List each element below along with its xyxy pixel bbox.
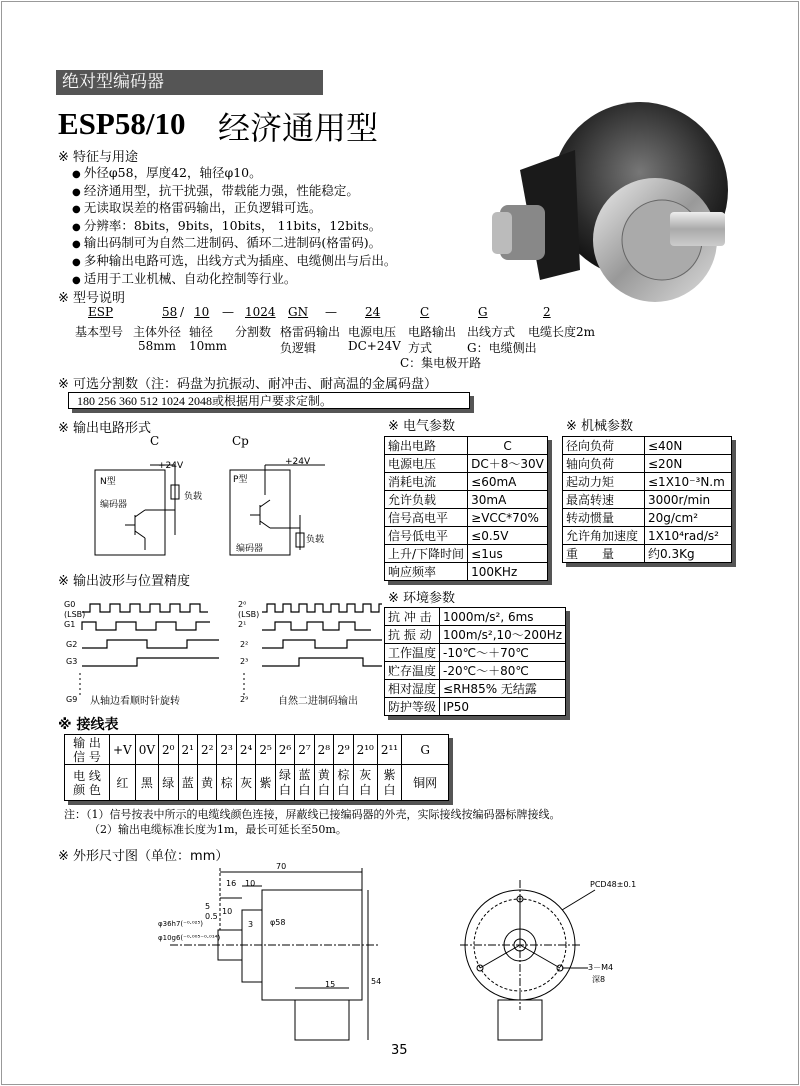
wiring-heading: ※ 接线表 <box>58 717 119 733</box>
table-cell: 2² <box>197 735 216 765</box>
table-row <box>385 608 566 626</box>
signal-label: G3 <box>66 657 78 666</box>
divisions-heading: ※ 可选分割数（注：码盘为抗振动、耐冲击、耐高温的金属码盘） <box>58 377 438 392</box>
dim-label: PCD48±0.1 <box>590 880 637 889</box>
table-cell: 2⁶ <box>275 735 294 765</box>
circuit-label-c: C <box>150 434 160 448</box>
encoder-photo <box>480 90 750 310</box>
table-cell: ≤20N <box>645 455 732 473</box>
table-cell: 绿 <box>159 765 178 801</box>
code-circuit: C <box>420 305 430 319</box>
table-row <box>385 698 566 716</box>
model-label: 格雷码输出 <box>280 325 341 339</box>
feature-item: ● 输出码制可为自然二进制码、循环二进制码(格雷码)。 <box>72 235 396 253</box>
dim-label: 10 <box>222 907 233 916</box>
feature-item: ● 多种输出电路可选，出线方式为插座、电缆侧出与后出。 <box>72 253 396 271</box>
signal-label: 2² <box>240 640 249 649</box>
table-cell: 30mA <box>468 491 548 509</box>
dim-label: 0.5 <box>205 912 218 921</box>
table-row <box>65 765 449 801</box>
table-cell: ≤60mA <box>468 473 548 491</box>
code-cable: 2 <box>543 305 551 319</box>
model-label: 电缆长度2m <box>528 325 596 339</box>
feature-item: ● 无读取误差的格雷码输出，正负逻辑可选。 <box>72 200 396 218</box>
dim-label: 54 <box>371 977 382 986</box>
model-label: 电源电压 <box>348 325 397 339</box>
model-title: ESP58/10 <box>58 106 186 141</box>
feature-item: ● 经济通用型，抗干扰强，带载能力强，性能稳定。 <box>72 183 396 201</box>
note-2: （2）输出电缆标准长度为1m，最长可延长至50m。 <box>89 823 347 836</box>
code-division: 1024 <box>245 305 276 319</box>
encoder-label: 编码器 <box>100 500 128 510</box>
table-cell: 2³ <box>217 735 236 765</box>
model-label: 负逻辑 <box>280 341 317 355</box>
signal-label: 2⁹ <box>240 695 249 704</box>
table-cell: 绿 白 <box>275 765 294 801</box>
model-label: 出线方式 <box>467 325 516 339</box>
electrical-heading: ※ 电气参数 <box>388 419 456 434</box>
text-line: (LSB) <box>238 610 260 619</box>
note-1: 注：（1）信号按表中所示的电缆线颜色连接，屏蔽线已接编码器的外壳，实际接线按编码器标牌接线。 <box>64 808 561 821</box>
table-cell: 黄 白 <box>314 765 333 801</box>
table-row <box>563 509 732 527</box>
table-cell: 上升/下降时间 <box>385 545 468 563</box>
code-esp: ESP <box>88 305 114 319</box>
table-cell: 信号高电平 <box>385 509 468 527</box>
table-cell: 起动力矩 <box>563 473 645 491</box>
table-cell: 黄 <box>197 765 216 801</box>
dim-label: 3 <box>248 920 254 929</box>
model-heading: ※ 型号说明 <box>58 291 126 306</box>
text-line: 2⁰ <box>238 600 247 609</box>
table-cell: 铜网 <box>402 765 449 801</box>
table-cell: 轴向负荷 <box>563 455 645 473</box>
table-row <box>385 545 548 563</box>
series-title: 经济通用型 <box>218 109 379 147</box>
dim-label: 3－M4 <box>588 963 614 972</box>
text-line: 2¹ <box>238 620 247 629</box>
table-cell: C <box>468 437 548 455</box>
table-cell: 约0.3Kg <box>645 545 732 563</box>
table-cell: 1000m/s², 6ms <box>440 608 566 626</box>
feature-item: ● 分辨率：8bits，9bits，10bits， 11bits，12bits。 <box>72 218 396 236</box>
code-dash: — <box>325 305 337 319</box>
waveform-left-signals <box>64 600 85 630</box>
table-cell: 径向负荷 <box>563 437 645 455</box>
table-row <box>385 509 548 527</box>
table-cell: 2⁹ <box>334 735 353 765</box>
dim-label: φ10g6(⁻⁰·⁰⁰⁵⁻⁰·⁰¹⁴) <box>158 934 221 942</box>
table-cell: ≤RH85% 无结露 <box>440 680 566 698</box>
environment-heading: ※ 环境参数 <box>388 591 456 606</box>
dimension-drawing <box>150 860 620 1050</box>
wiring-table <box>64 734 449 801</box>
dim-label: 5 <box>205 902 211 911</box>
table-cell: ≥VCC*70% <box>468 509 548 527</box>
table-row <box>563 473 732 491</box>
table-row <box>385 680 566 698</box>
table-row <box>563 527 732 545</box>
table-cell: 紫 白 <box>377 765 401 801</box>
code-dash: — <box>222 305 234 319</box>
signal-label: 2³ <box>240 657 249 666</box>
table-cell: 100m/s²,10～200Hz <box>440 626 566 644</box>
table-cell: -10℃～＋70℃ <box>440 644 566 662</box>
table-cell: 2¹⁰ <box>353 735 377 765</box>
table-cell: 最高转速 <box>563 491 645 509</box>
text-line: (LSB) <box>64 610 86 619</box>
table-cell: 2⁵ <box>256 735 275 765</box>
code-diameter: 58 <box>162 305 178 319</box>
table-cell: 允许负载 <box>385 491 468 509</box>
page-number: 35 <box>391 1043 408 1058</box>
dim-label: 深8 <box>592 975 606 984</box>
table-cell: 棕 白 <box>334 765 353 801</box>
table-cell: 允许角加速度 <box>563 527 645 545</box>
model-label: 10mm <box>189 339 228 353</box>
table-cell: 2¹ <box>178 735 197 765</box>
model-label: G：电缆侧出 <box>467 341 537 355</box>
table-row <box>385 626 566 644</box>
model-label: 分割数 <box>235 325 272 339</box>
table-row <box>385 527 548 545</box>
dimensions-heading: ※ 外形尺寸图（单位：mm） <box>58 849 229 864</box>
encoder-label: 编码器 <box>236 544 264 554</box>
table-row <box>385 491 548 509</box>
vcc-label: +24V <box>285 457 311 467</box>
table-cell: 紫 <box>256 765 275 801</box>
table-cell: -20℃～＋80℃ <box>440 662 566 680</box>
code-gray: GN <box>288 305 309 319</box>
table-row <box>385 473 548 491</box>
dim-label: φ58 <box>270 918 286 927</box>
table-cell: 电源电压 <box>385 455 468 473</box>
table-cell: 2⁰ <box>159 735 178 765</box>
feature-item: ● 适用于工业机械、自动化控制等行业。 <box>72 271 396 289</box>
feature-item: ● 外径φ58，厚度42，轴径φ10。 <box>72 165 396 183</box>
model-label: C：集电极开路 <box>400 356 482 370</box>
load-label: 负载 <box>184 492 203 502</box>
table-cell: 蓝 <box>178 765 197 801</box>
table-cell: ≤1us <box>468 545 548 563</box>
table-cell: ≤0.5V <box>468 527 548 545</box>
table-cell: 黑 <box>135 765 158 801</box>
dim-label: 10 <box>245 879 256 888</box>
circuit-label-cp: Cp <box>232 434 249 448</box>
table-cell: 响应频率 <box>385 563 468 581</box>
dim-label: 16 <box>226 879 237 888</box>
table-cell: G <box>402 735 449 765</box>
table-cell: 信号低电平 <box>385 527 468 545</box>
table-row <box>385 563 548 581</box>
table-cell: 100KHz <box>468 563 548 581</box>
table-cell: 灰 白 <box>353 765 377 801</box>
table-cell: 红 <box>110 765 136 801</box>
table-row <box>563 491 732 509</box>
table-cell: 3000r/min <box>645 491 732 509</box>
table-cell: 相对湿度 <box>385 680 440 698</box>
code-outlet: G <box>478 305 488 319</box>
code-slash: / <box>180 305 185 319</box>
waveform-heading: ※ 输出波形与位置精度 <box>58 574 191 589</box>
table-cell: 转动惯量 <box>563 509 645 527</box>
table-cell: 消耗电流 <box>385 473 468 491</box>
model-label: 轴径 <box>189 325 214 339</box>
table-cell: 抗 冲 击 <box>385 608 440 626</box>
n-type-label: N型 <box>100 477 116 487</box>
electrical-table <box>384 436 548 581</box>
waveform-caption: 从轴边看顺时针旋转 <box>90 696 180 707</box>
table-cell: ≤1X10⁻³N.m <box>645 473 732 491</box>
table-row <box>385 644 566 662</box>
table-cell: 蓝 白 <box>295 765 314 801</box>
table-cell: 2⁴ <box>236 735 255 765</box>
model-label: 主体外径 <box>133 325 182 339</box>
table-cell: 0V <box>135 735 158 765</box>
table-cell: 抗 振 动 <box>385 626 440 644</box>
dim-label: 15 <box>325 980 336 989</box>
model-label: 方式 <box>408 341 433 355</box>
table-cell: 输 出 信 号 <box>65 735 110 765</box>
table-row <box>563 437 732 455</box>
table-cell: DC＋8～30V <box>468 455 548 473</box>
text-line: G0 <box>64 600 76 609</box>
table-cell: 输出电路 <box>385 437 468 455</box>
code-shaft: 10 <box>194 305 210 319</box>
table-cell: ≤40N <box>645 437 732 455</box>
table-row <box>385 437 548 455</box>
circuit-heading: ※ 输出电路形式 <box>58 421 152 436</box>
model-label: 基本型号 <box>75 325 124 339</box>
signal-label: G9 <box>66 695 78 704</box>
model-label: 58mm <box>138 339 177 353</box>
signal-label: G2 <box>66 640 78 649</box>
table-cell: 电 线 颜 色 <box>65 765 110 801</box>
table-cell: +V <box>110 735 136 765</box>
code-voltage: 24 <box>365 305 381 319</box>
table-row <box>385 662 566 680</box>
table-cell: 20g/cm² <box>645 509 732 527</box>
mechanical-table <box>562 436 732 563</box>
features-list <box>72 165 396 288</box>
table-cell: 2¹¹ <box>377 735 401 765</box>
table-cell: 工作温度 <box>385 644 440 662</box>
dim-label: φ36h7(⁻⁰·⁰²⁵) <box>158 920 204 928</box>
table-row <box>385 455 548 473</box>
table-cell: 贮存温度 <box>385 662 440 680</box>
text-line: G1 <box>64 620 76 629</box>
table-row <box>563 545 732 563</box>
dim-label: 70 <box>276 862 287 871</box>
features-heading: ※ 特征与用途 <box>58 150 139 165</box>
mechanical-heading: ※ 机械参数 <box>566 419 634 434</box>
model-label: 电路输出 <box>408 325 457 339</box>
load-label: 负载 <box>306 535 325 545</box>
table-cell: IP50 <box>440 698 566 716</box>
table-cell: 2⁷ <box>295 735 314 765</box>
waveform-caption: 自然二进制码输出 <box>278 696 358 707</box>
waveform-right-signals <box>238 600 259 630</box>
table-cell: 1X10⁴rad/s² <box>645 527 732 545</box>
table-cell: 灰 <box>236 765 255 801</box>
p-type-label: P型 <box>233 475 248 485</box>
table-cell: 棕 <box>217 765 236 801</box>
table-cell: 2⁸ <box>314 735 333 765</box>
vcc-label: +24V <box>158 461 184 471</box>
model-label: DC+24V <box>348 339 401 353</box>
table-cell: 重 量 <box>563 545 645 563</box>
table-row <box>563 455 732 473</box>
table-row <box>65 735 449 765</box>
divisions-values: 180 256 360 512 1024 2048或根据用户要求定制。 <box>68 392 470 409</box>
environment-table <box>384 607 566 716</box>
category-bar: 绝对型编码器 <box>56 70 323 95</box>
table-cell: 防护等级 <box>385 698 440 716</box>
